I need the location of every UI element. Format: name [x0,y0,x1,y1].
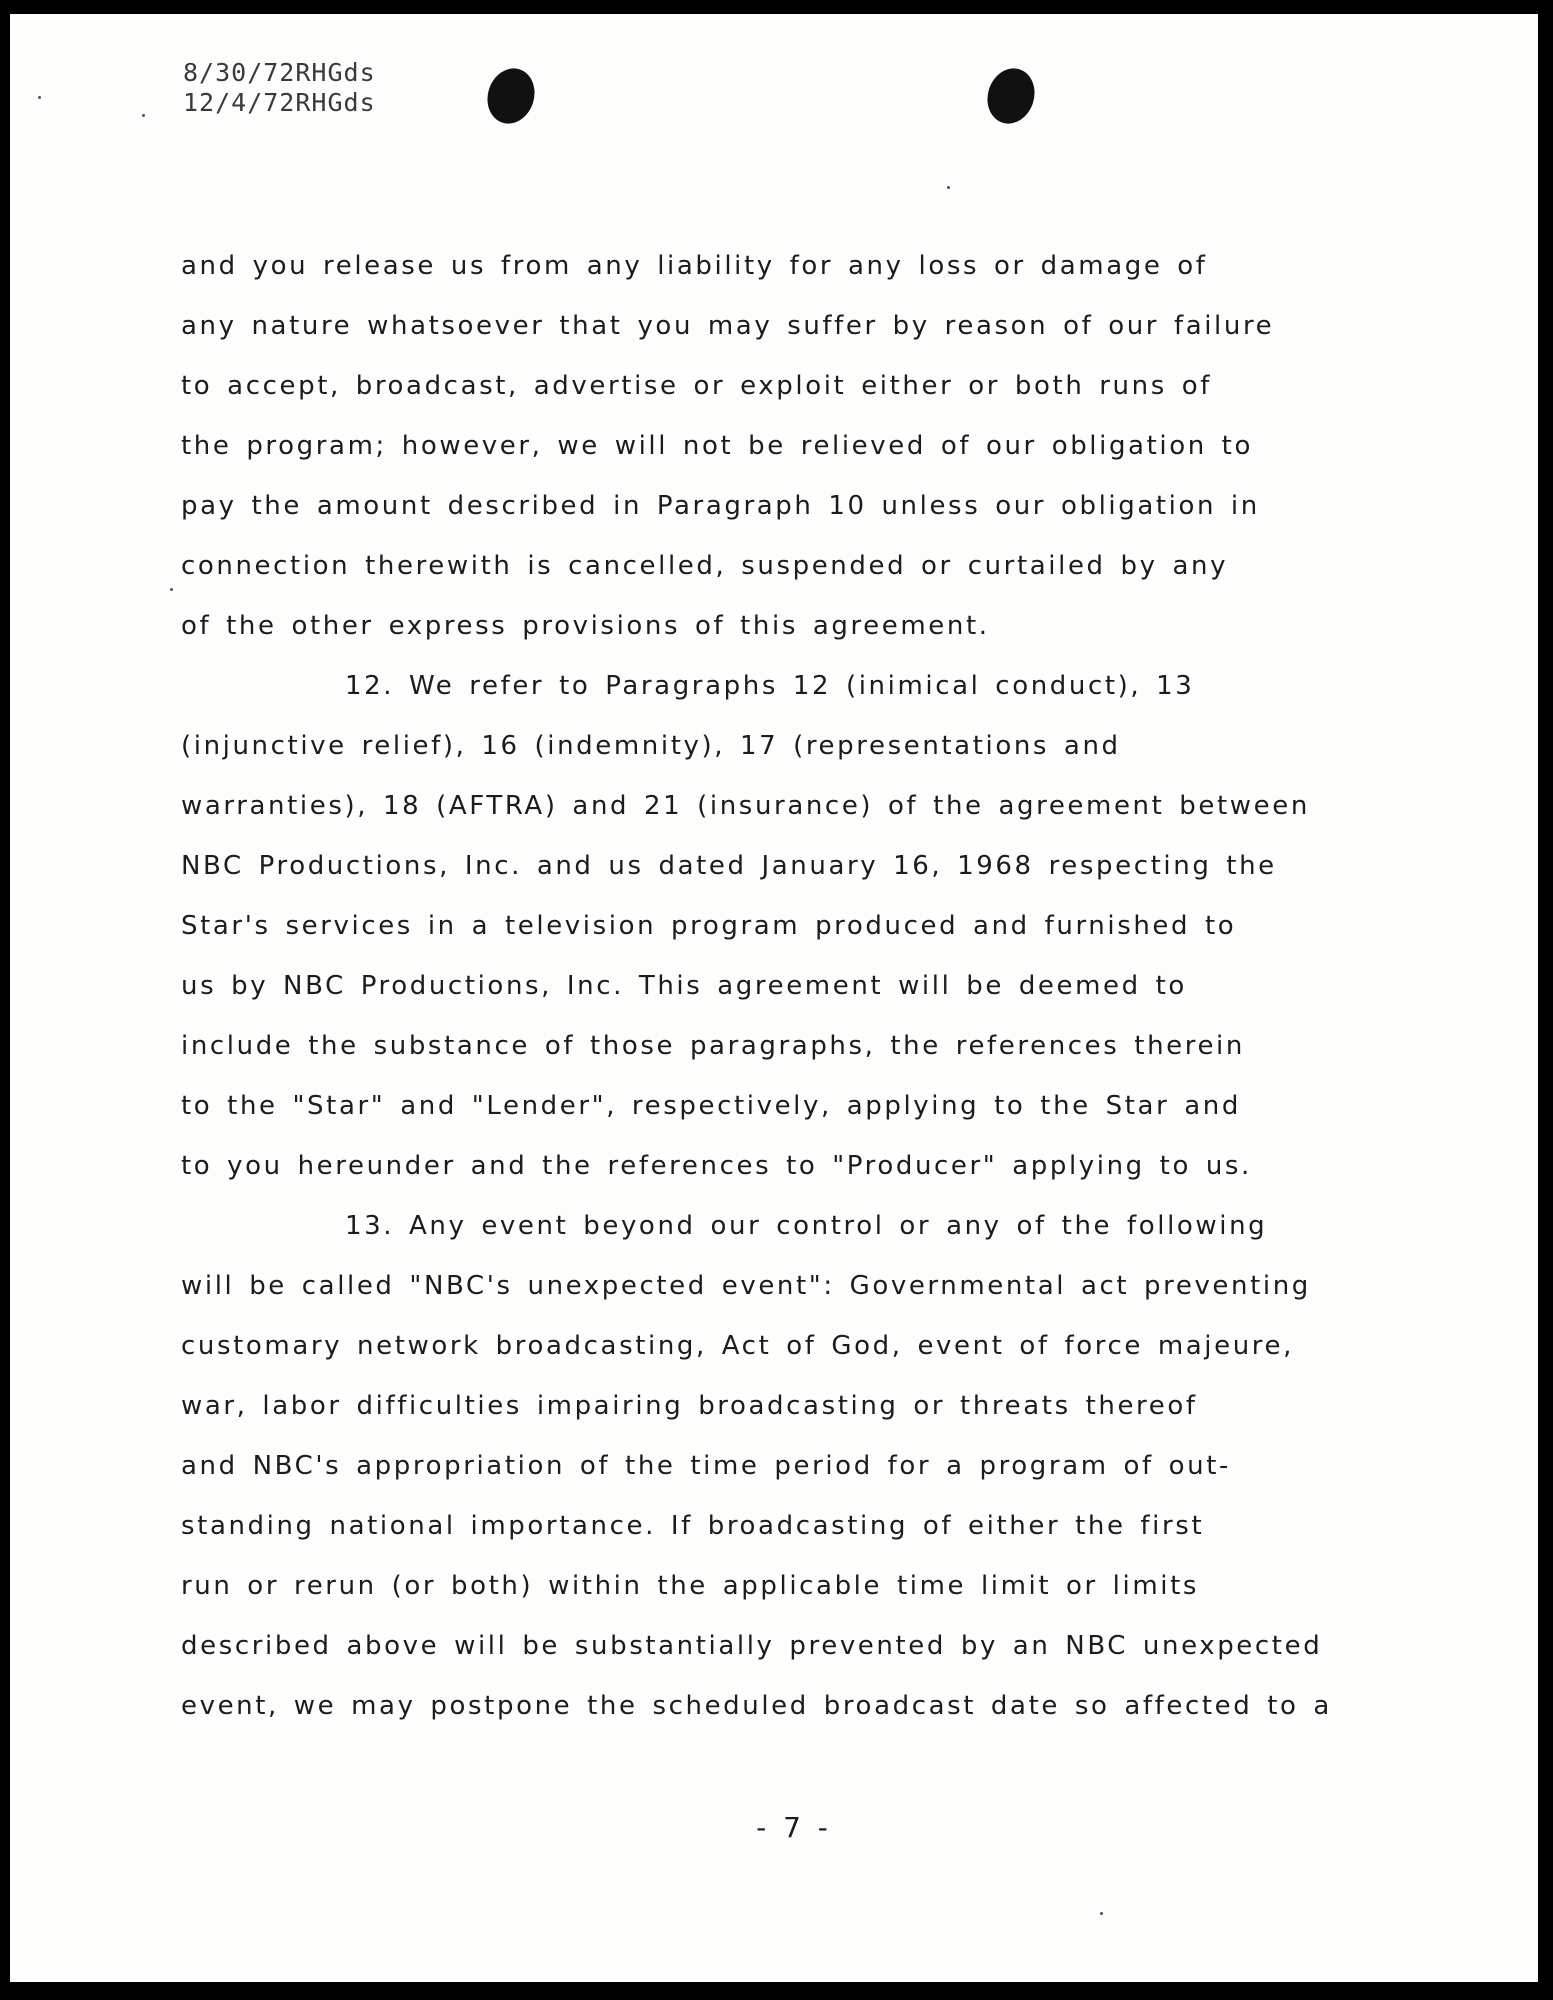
revision-code-1: 8/30/72RHGds [183,58,376,87]
text-line: run or rerun (or both) within the applicable time limit or limits [181,1571,1200,1601]
page-number: - 7 - [756,1811,832,1844]
agreement-body [181,236,1451,1736]
text-line: of the other express provisions of this agreement. [181,611,990,641]
text-line: will be called "NBC's unexpected event": Governmental act preventing [181,1271,1311,1301]
text-line: to the "Star" and "Lender", respectively, applying to the Star and [181,1091,1241,1121]
paragraph-12-start: 12. We refer to Paragraphs 12 (inimical conduct), 13 [345,671,1195,701]
text-line: (injunctive relief), 16 (indemnity), 17 (representations and [181,731,1121,761]
paper-speck [1100,1912,1103,1915]
text-line: include the substance of those paragraphs, the references therein [181,1031,1245,1061]
text-line: warranties), 18 (AFTRA) and 21 (insurance) of the agreement between [181,791,1310,821]
text-line: customary network broadcasting, Act of God, event of force majeure, [181,1331,1294,1361]
paper-speck [142,114,145,117]
text-line: us by NBC Productions, Inc. This agreement will be deemed to [181,971,1187,1001]
text-line: to you hereunder and the references to "Producer" applying to us. [181,1151,1252,1181]
text-line: and NBC's appropriation of the time period for a program of out- [181,1451,1232,1481]
text-line: any nature whatsoever that you may suffer by reason of our failure [181,311,1275,341]
text-line: and you release us from any liability for any loss or damage of [181,251,1208,281]
text-line: Star's services in a television program produced and furnished to [181,911,1237,941]
revision-code-2: 12/4/72RHGds [183,88,376,117]
punch-hole-left [480,62,541,129]
paper-speck [947,186,950,189]
text-line: to accept, broadcast, advertise or exploit either or both runs of [181,371,1212,401]
paper-speck [38,96,41,99]
revision-codes [183,58,376,118]
text-line: standing national importance. If broadcasting of either the first [181,1511,1205,1541]
text-line: event, we may postpone the scheduled broadcast date so affected to a [181,1691,1332,1721]
text-line: connection therewith is cancelled, suspended or curtailed by any [181,551,1229,581]
text-line: war, labor difficulties impairing broadcasting or threats thereof [181,1391,1198,1421]
punch-hole-right [980,62,1041,129]
document-page [10,14,1538,1982]
text-line: the program; however, we will not be relieved of our obligation to [181,431,1253,461]
paragraph-13-start: 13. Any event beyond our control or any of the following [345,1211,1268,1241]
text-line: pay the amount described in Paragraph 10 unless our obligation in [181,491,1260,521]
text-line: NBC Productions, Inc. and us dated January 16, 1968 respecting the [181,851,1277,881]
text-line: described above will be substantially prevented by an NBC unexpected [181,1631,1323,1661]
paper-speck [170,588,173,591]
